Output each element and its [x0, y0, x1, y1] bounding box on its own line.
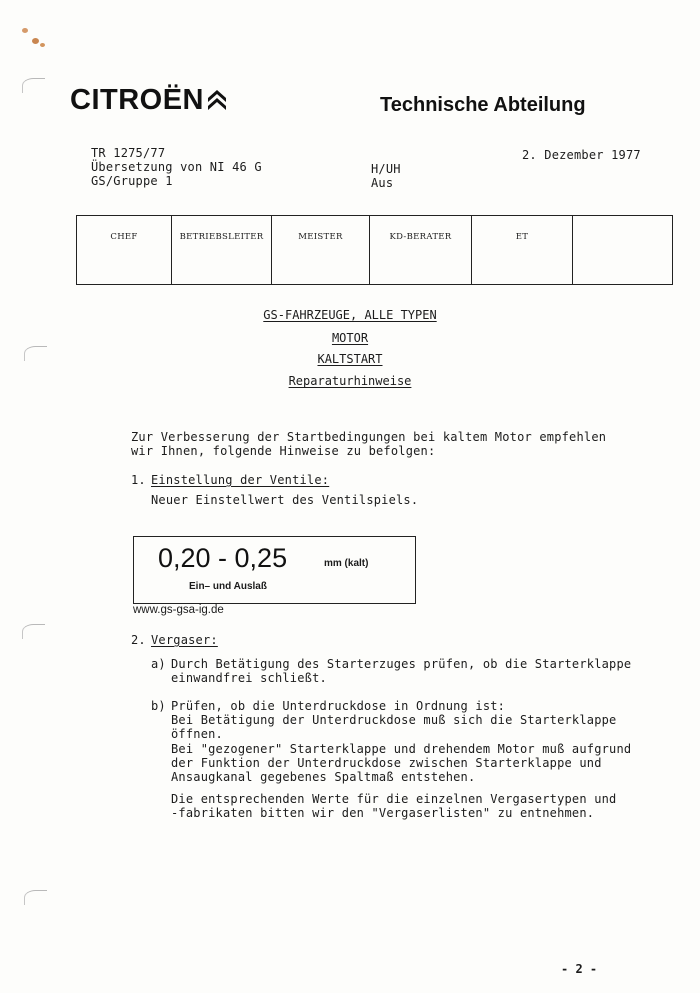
subitem-text-line: einwandfrei schließt.: [171, 671, 327, 685]
valve-clearance-note: Ein– und Auslaß: [189, 581, 267, 592]
title-cold-start: KALTSTART: [317, 352, 383, 366]
intro-text-line: Zur Verbesserung der Startbedingungen bei kaltem Motor empfehlen: [131, 430, 607, 444]
distribution-cell: [77, 216, 172, 284]
issuer-code: Aus: [371, 176, 394, 190]
rust-stain: [40, 43, 45, 47]
rust-stain: [32, 38, 39, 44]
intro-text-line: wir Ihnen, folgende Hinweise zu befolgen:: [131, 444, 436, 458]
item-heading-valves: Einstellung der Ventile:: [151, 473, 330, 487]
subitem-text-line: öffnen.: [171, 727, 223, 741]
valve-clearance-value: 0,20 - 0,25: [158, 543, 288, 573]
valve-clearance-box: [133, 536, 416, 604]
subitem-text-line: Bei "gezogener" Starterklappe und drehendem Motor muß aufgrund: [171, 742, 632, 756]
subitem-text-line: Prüfen, ob die Unterdruckdose in Ordnung ist:: [171, 699, 506, 713]
title-engine: MOTOR: [331, 331, 369, 345]
punch-hole-mark: [24, 890, 47, 905]
valve-clearance-unit: mm (kalt): [324, 558, 369, 569]
item-heading-carburetor: Vergaser:: [151, 633, 218, 647]
distribution-label: ET: [515, 232, 529, 242]
model-group: GS/Gruppe 1: [91, 174, 173, 188]
brand-name: CITROËN: [70, 84, 204, 116]
subitem-label: b): [151, 699, 166, 713]
subitem-text-line: Die entsprechenden Werte für die einzelnen Vergasertypen und: [171, 792, 617, 806]
rust-stain: [22, 28, 28, 33]
distribution-cell: [172, 216, 272, 284]
page-number: - 2 -: [561, 962, 598, 976]
subitem-label: a): [151, 657, 166, 671]
website-link[interactable]: www.gs-gsa-ig.de: [133, 604, 224, 616]
punch-hole-mark: [22, 78, 45, 93]
double-chevron-icon: [206, 84, 228, 118]
distribution-label: CHEF: [110, 232, 138, 242]
distribution-cell: [370, 216, 472, 284]
distribution-label: KD-BERATER: [389, 232, 452, 242]
distribution-label: MEISTER: [298, 232, 343, 242]
subitem-text-line: Durch Betätigung des Starterzuges prüfen, ob die Starterklappe: [171, 657, 632, 671]
distribution-cell: [472, 216, 573, 284]
author-initials: H/UH: [371, 162, 401, 176]
subitem-text-line: Ansaugkanal gegebenes Spaltmaß entstehen.: [171, 770, 476, 784]
subitem-text-line: der Funktion der Unterdruckdose zwischen Starterklappe und: [171, 756, 602, 770]
distribution-label: BETRIEBSLEITER: [179, 232, 264, 242]
title-repair-notes: Reparaturhinweise: [288, 374, 412, 388]
item-number: 1.: [131, 473, 146, 487]
title-vehicles: GS-FAHRZEUGE, ALLE TYPEN: [263, 308, 437, 322]
punch-hole-mark: [22, 624, 45, 639]
subitem-text-line: -fabrikaten bitten wir den "Vergaserlisten" zu entnehmen.: [171, 806, 595, 820]
distribution-table: [76, 215, 673, 285]
subitem-text-line: Bei Betätigung der Unterdruckdose muß sich die Starterklappe: [171, 713, 617, 727]
citroen-logo: [70, 84, 228, 118]
department-title: Technische Abteilung: [380, 94, 586, 116]
item-number: 2.: [131, 633, 146, 647]
reference-number: TR 1275/77: [91, 146, 166, 160]
item-text: Neuer Einstellwert des Ventilspiels.: [151, 493, 419, 507]
translation-reference: Übersetzung von NI 46 G: [91, 160, 262, 174]
document-date: 2. Dezember 1977: [522, 148, 641, 162]
distribution-cell: [272, 216, 370, 284]
distribution-cell: [573, 216, 672, 284]
